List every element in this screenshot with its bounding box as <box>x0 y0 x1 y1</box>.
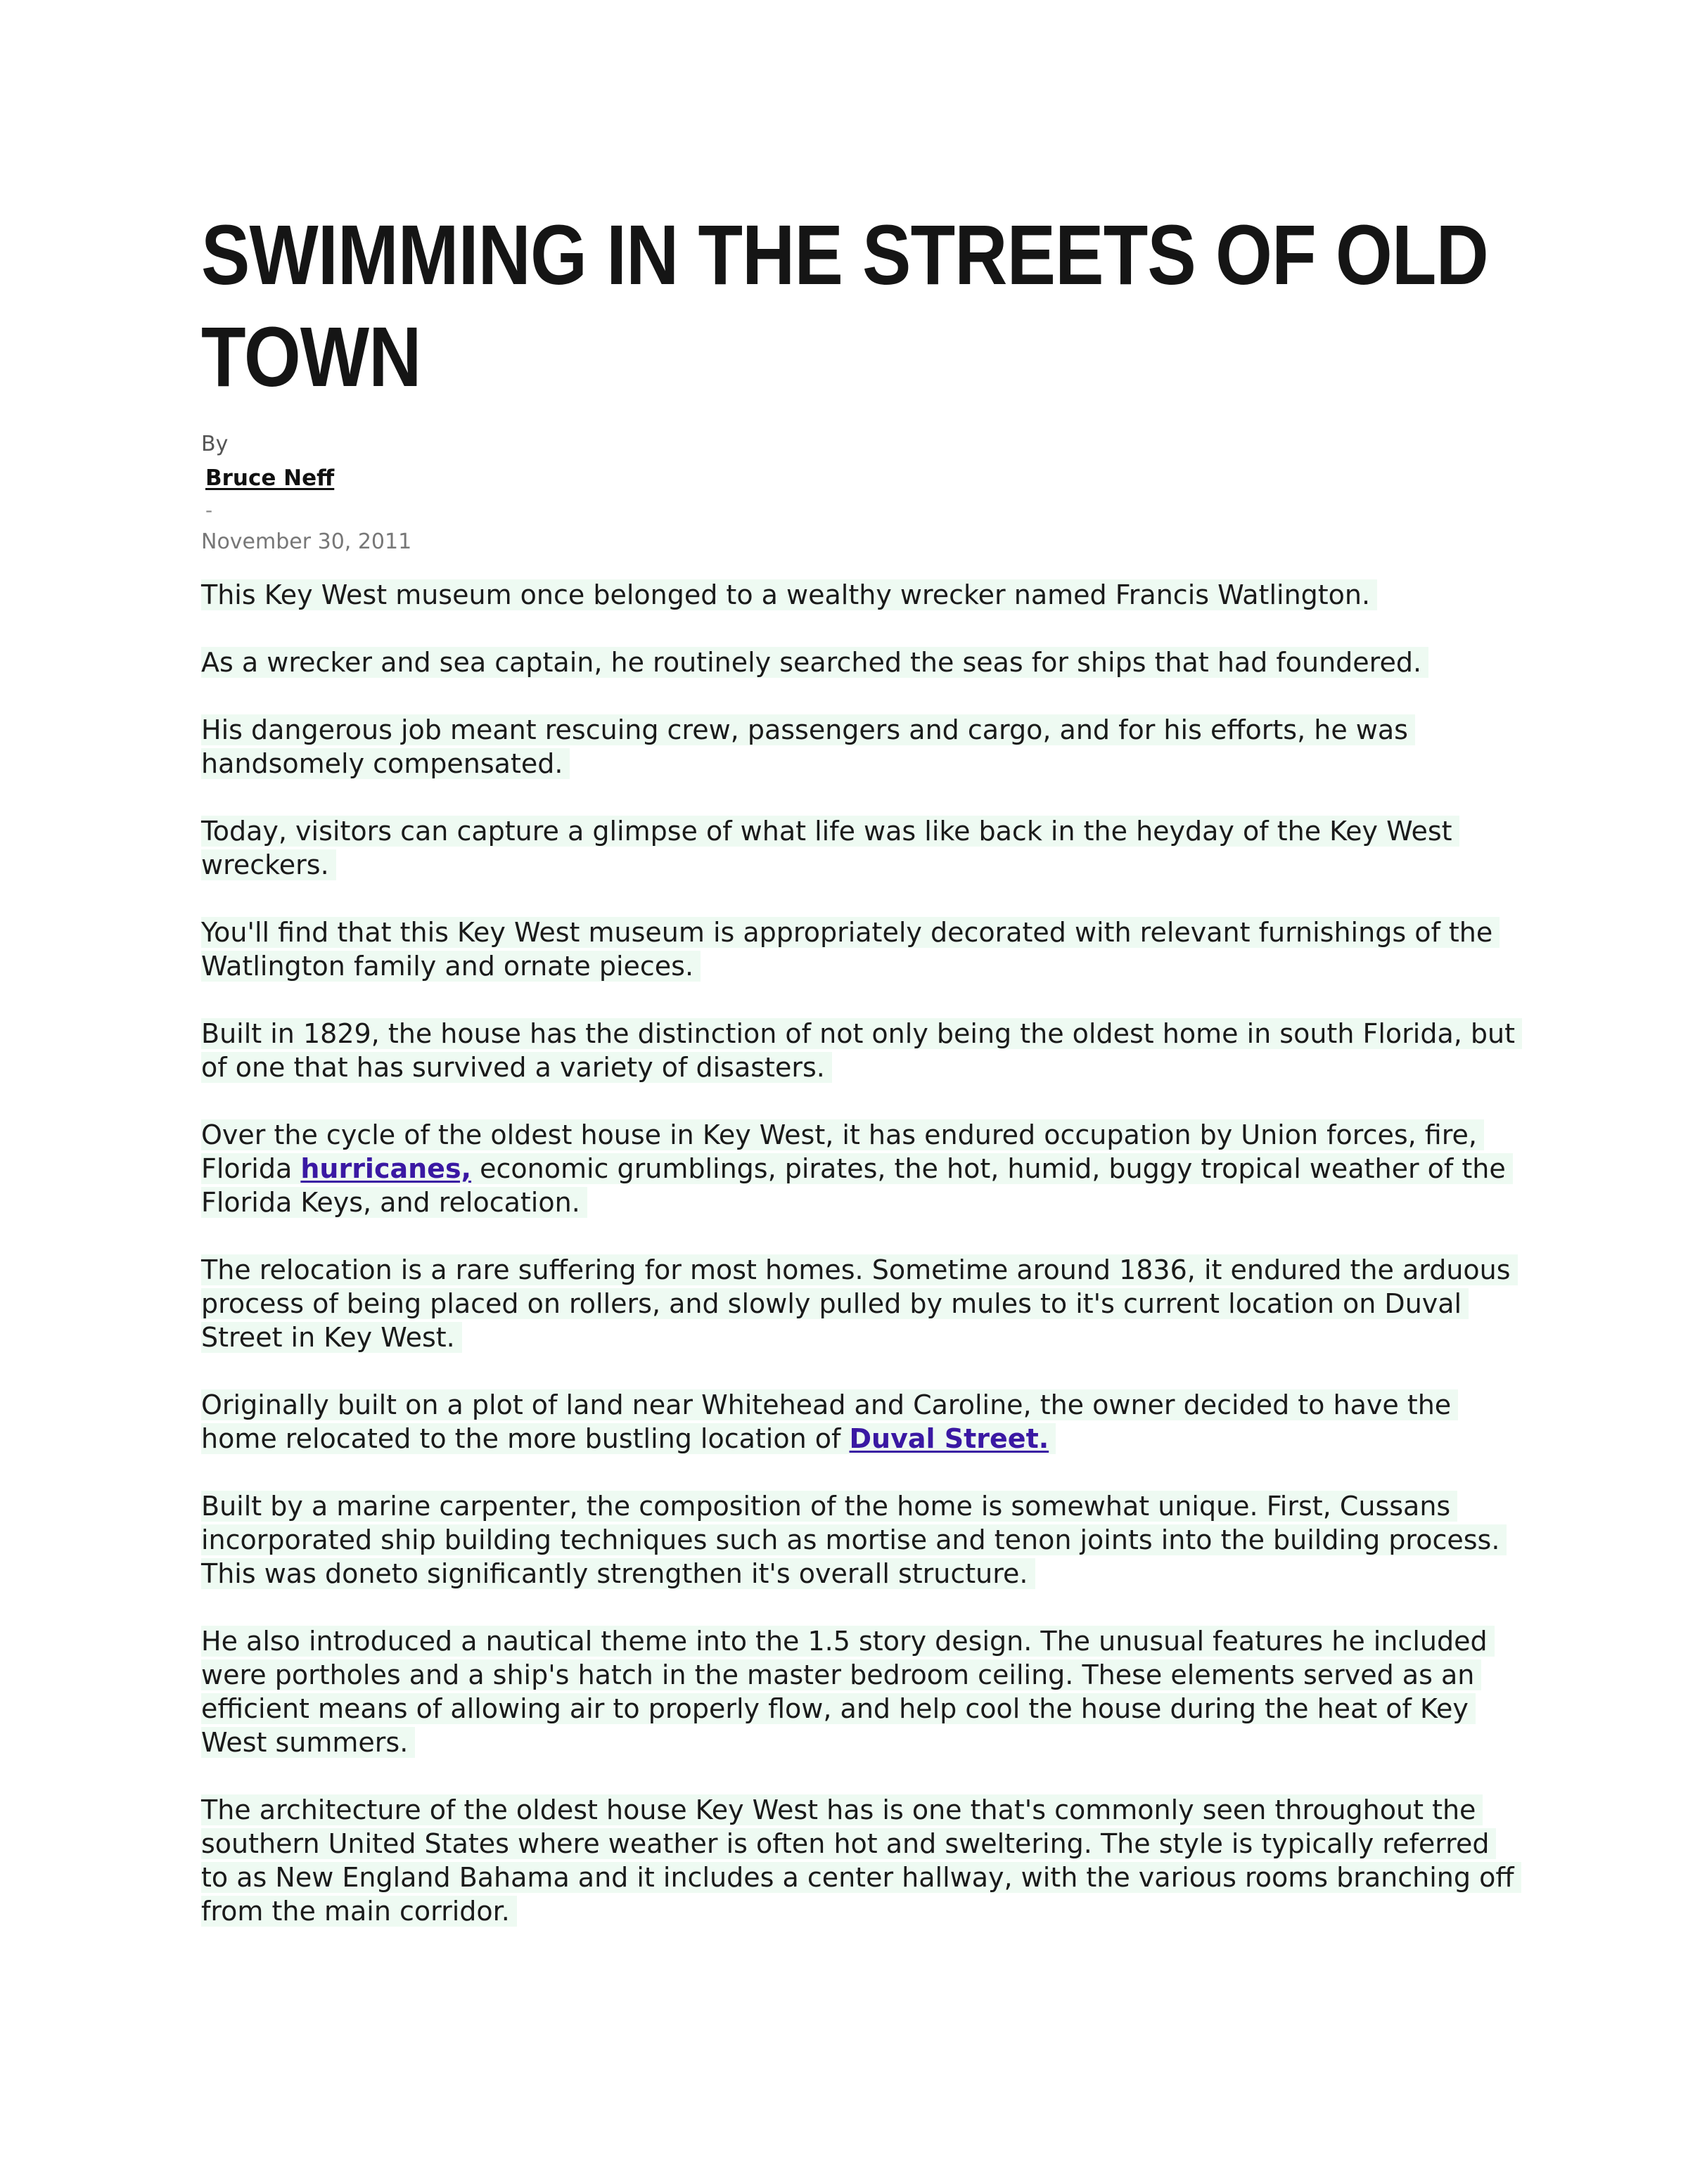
paragraph-text <box>201 1018 1522 1083</box>
article-title: SWIMMING IN THE STREETS OF OLD TOWN <box>201 207 1488 404</box>
paragraph <box>201 645 1523 679</box>
paragraph-text <box>201 1794 1521 1927</box>
paragraph-text <box>201 1626 1495 1758</box>
paragraph-text-segment: The architecture of the oldest house Key West has is one that's commonly seen throughout the southern United States where weather is often hot and sweltering. The style is typically referred to as New England Bahama and it includes a center hallway, with the various rooms branching off from the main corridor. <box>201 1794 1514 1927</box>
author-link[interactable]: Bruce Neff <box>205 465 335 491</box>
paragraph-text <box>201 1491 1507 1589</box>
paragraph-text-segment: He also introduced a nautical theme into the 1.5 story design. The unusual features he included were portholes and a ship's hatch in the master bedroom ceiling. These elements served as an efficient means of allowing air to properly flow, and help cool the house during the heat of Key West summers. <box>201 1626 1488 1758</box>
paragraph <box>201 1253 1523 1354</box>
paragraph <box>201 578 1523 612</box>
paragraph-text-segment: This Key West museum once belonged to a wealthy wrecker named Francis Watlington. <box>201 579 1371 610</box>
paragraph-text-segment: Originally built on a plot of land near Whitehead and Caroline, the owner decided to have the home relocated to the more bustling location of <box>201 1389 1452 1454</box>
paragraph-text <box>201 714 1415 779</box>
paragraph-text-segment: Over the cycle of the oldest house in Key West, it has endured occupation by Union forces, fire, Florida <box>201 1119 1477 1184</box>
publish-date: November 30, 2011 <box>201 529 412 554</box>
paragraph <box>201 713 1523 781</box>
paragraph <box>201 814 1523 882</box>
paragraph-text <box>201 579 1377 610</box>
paragraph <box>201 1624 1523 1759</box>
paragraph-text <box>201 1389 1458 1454</box>
paragraph <box>201 1388 1523 1456</box>
duval-street-link[interactable]: Duval Street. <box>849 1423 1049 1454</box>
paragraph-text-segment: Built by a marine carpenter, the composition of the home is somewhat unique. First, Cussans incorporated ship building techniques such as mortise and tenon joints into the building process. This was doneto significantly strengthen it's overall structure. <box>201 1491 1500 1589</box>
paragraph-text-segment: Built in 1829, the house has the distinction of not only being the oldest home in south Florida, but of one that has survived a variety of disasters. <box>201 1018 1515 1083</box>
byline <box>201 428 1523 558</box>
paragraph-text-segment: The relocation is a rare suffering for most homes. Sometime around 1836, it endured the arduous process of being placed on rollers, and slowly pulled by mules to it's current location on Duval Street in Key West. <box>201 1254 1511 1353</box>
hurricanes-link[interactable]: hurricanes, <box>300 1153 472 1184</box>
paragraph-text <box>201 917 1500 982</box>
byline-separator: - <box>205 499 213 522</box>
paragraph-text <box>201 1254 1518 1353</box>
paragraph-text-segment: economic grumblings, pirates, the hot, humid, buggy tropical weather of the Florida Keys, and relocation. <box>201 1153 1506 1218</box>
paragraph-text <box>201 647 1428 678</box>
paragraph <box>201 916 1523 983</box>
by-label: By <box>201 432 229 456</box>
paragraph-text <box>201 816 1459 880</box>
paragraph-text-segment: His dangerous job meant rescuing crew, passengers and cargo, and for his efforts, he was handsomely compensated. <box>201 714 1408 779</box>
paragraph-text-segment: As a wrecker and sea captain, he routinely searched the seas for ships that had foundered. <box>201 647 1422 678</box>
article-body <box>201 578 1523 1928</box>
paragraph <box>201 1017 1523 1084</box>
paragraph <box>201 1793 1523 1928</box>
paragraph-text-segment: Today, visitors can capture a glimpse of what life was like back in the heyday of the Key West wreckers. <box>201 816 1452 880</box>
article <box>201 204 1523 1962</box>
paragraph <box>201 1118 1523 1219</box>
paragraph <box>201 1489 1523 1591</box>
paragraph-text <box>201 1119 1513 1218</box>
paragraph-text-segment: You'll find that this Key West museum is appropriately decorated with relevant furnishings of the Watlington family and ornate pieces. <box>201 917 1493 982</box>
